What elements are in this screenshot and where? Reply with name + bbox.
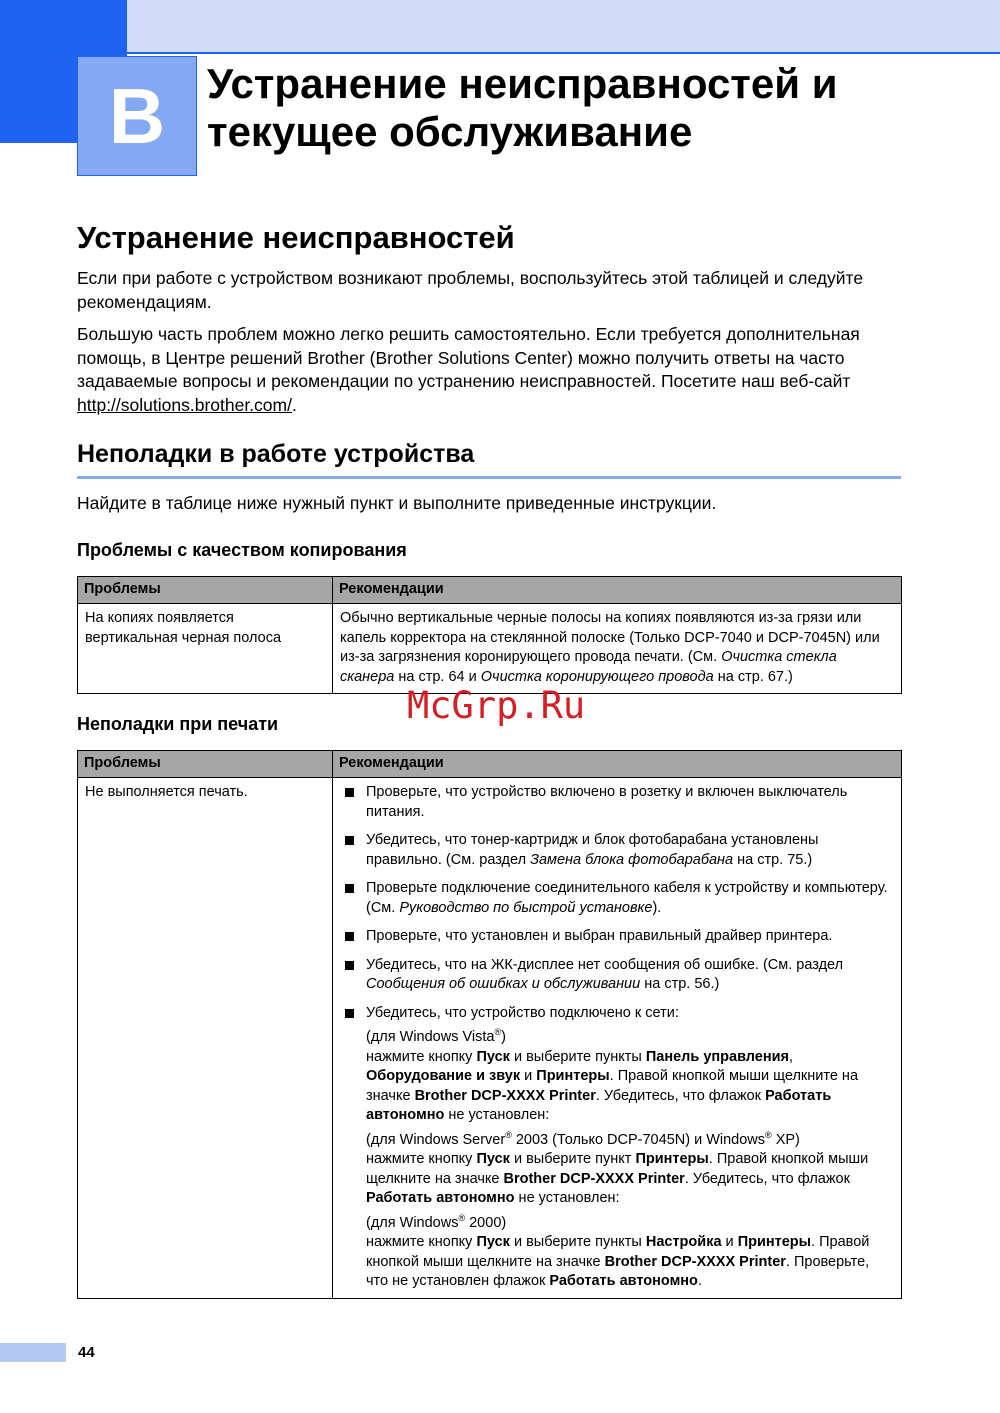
printing-problems-table	[77, 750, 902, 1299]
table-header-row	[78, 577, 902, 604]
copy-table-title: Проблемы с качеством копирования	[77, 540, 407, 560]
cross-reference: Замена блока фотобарабана	[530, 851, 734, 868]
windows-server-instructions: (для Windows Server® 2003 (Только DCP-7045N) и Windows® XP) нажмите кнопку Пуск и выберите пункт Принтеры. Правой кнопкой мыши щелкните на значке Brother DCP-XXXX Printer. Убедитесь, что флажок Работать автономно не установлен:	[366, 1129, 869, 1206]
square-bullet-icon	[345, 836, 354, 845]
column-header: Проблемы	[78, 577, 333, 604]
column-header: Рекомендации	[333, 577, 902, 604]
page-number: 44	[78, 1344, 95, 1361]
header-band	[127, 0, 1000, 54]
problem-cell: Не выполняется печать.	[78, 778, 333, 1299]
watermark: McGrp.Ru	[407, 684, 586, 727]
solutions-link[interactable]: http://solutions.brother.com/	[77, 394, 292, 415]
list-item: Проверьте, что установлен и выбран правильный драйвер принтера.	[340, 927, 895, 947]
square-bullet-icon	[345, 961, 354, 970]
list-item: Убедитесь, что тонер-картридж и блок фотобарабана установлены правильно. (См. раздел Замена блока фотобарабана на стр. 75.)	[340, 831, 895, 870]
column-header: Проблемы	[78, 751, 333, 778]
subsection-intro: Найдите в таблице ниже нужный пункт и выполните приведенные инструкции.	[77, 493, 717, 513]
section-intro: Если при работе с устройством возникают проблемы, воспользуйтесь этой таблицей и следуйте рекомендациям.	[77, 268, 864, 312]
square-bullet-icon	[345, 788, 354, 797]
list-item: Проверьте, что устройство включено в розетку и включен выключатель питания.	[340, 783, 895, 822]
cross-reference: Сообщения об ошибках и обслуживании	[366, 976, 641, 992]
chapter-title: Устранение неисправностей и текущее обслуживание	[207, 60, 838, 155]
square-bullet-icon	[345, 1009, 354, 1018]
table-row	[78, 604, 902, 694]
subsection-title: Неполадки в работе устройства	[77, 440, 901, 479]
cross-reference: Руководство по быстрой установке	[399, 899, 653, 916]
list-item: Проверьте подключение соединительного кабеля к устройству и компьютеру. (См. Руководство по быстрой установке).	[340, 879, 895, 918]
windows-vista-instructions: (для Windows Vista®) нажмите кнопку Пуск и выберите пункты Панель управления, Оборудование и звук и Принтеры. Правой кнопкой мыши щелкните на значке Brother DCP-XXXX Printer. Убедитесь, что флажок Работать автономно не установлен:	[366, 1027, 859, 1123]
recommendation-cell	[333, 778, 902, 1299]
chapter-letter: B	[77, 56, 197, 176]
recommendation-list	[340, 783, 895, 1292]
column-header: Рекомендации	[333, 751, 902, 778]
print-table-title: Неполадки при печати	[77, 714, 279, 734]
list-item: Убедитесь, что устройство подключено к сети: (для Windows Vista®) нажмите кнопку Пуск и выберите пункты Панель управления, Оборудование и звук и Принтеры. Правой кнопкой мыши щелкните на значке Brother DCP-XXXX Printer. Убедитесь, что флажок Работать автономно не установлен: (для Windows Server® 2003 (Только DCP-7045N) и Windows® XP) нажмите кнопку Пуск и выберите пункт Принтеры. Правой кнопкой мыши щелкните на значке Brother DCP-XXXX Printer. Убедитесь, что флажок Работать автономно не установлен: (для Windows® 2000) нажмите кнопку Пуск и выберите пункты Настройка и Принтеры. Правой кнопкой мыши щелкните на значке Brother DCP-XXXX Printer. Проверьте, что не установлен флажок Работать автономно.	[340, 1004, 895, 1292]
problem-cell: На копиях появляется вертикальная черная полоса	[78, 604, 333, 694]
windows-2000-instructions: (для Windows® 2000) нажмите кнопку Пуск и выберите пункты Настройка и Принтеры. Правой кнопкой мыши щелкните на значке Brother DCP-XXXX Printer. Проверьте, что не установлен флажок Работать автономно.	[366, 1212, 870, 1289]
recommendation-cell: Обычно вертикальные черные полосы на копиях появляются из-за грязи или капель корректора на стеклянной полоске (Только DCP-7040 и DCP-7045N) или из-за загрязнения коронирующего провода печати. (См. Очистка стекла сканера на стр. 64 и Очистка коронирующего провода на стр. 67.)	[333, 604, 902, 694]
copy-quality-table	[77, 576, 902, 694]
square-bullet-icon	[345, 932, 354, 941]
cross-reference: Очистка коронирующего провода	[480, 668, 714, 685]
section-title: Устранение неисправностей	[77, 220, 515, 255]
section-paragraph: Большую часть проблем можно легко решить самостоятельно. Если требуется дополнительная помощь, в Центре решений Brother (Brother Solutions Center) можно получить ответы на часто задаваемые вопросы и рекомендации по устранению неисправностей. Посетите наш веб-сайт http://solutions.brother.com/.	[77, 324, 860, 415]
table-header-row	[78, 751, 902, 778]
section-paragraph-text: Большую часть проблем можно легко решить самостоятельно. Если требуется дополнительная помощь, в Центре решений Brother (Brother Solutions Center) можно получить ответы на часто задаваемые вопросы и рекомендации по устранению неисправностей. Посетите наш веб-сайт	[77, 324, 860, 391]
list-item: Убедитесь, что на ЖК-дисплее нет сообщения об ошибке. (См. раздел Сообщения об ошибках и обслуживании на стр. 56.)	[340, 956, 895, 995]
page-number-band	[0, 1343, 66, 1362]
square-bullet-icon	[345, 884, 354, 893]
cross-reference: Очистка стекла сканера	[340, 649, 837, 685]
table-row	[78, 778, 902, 1299]
